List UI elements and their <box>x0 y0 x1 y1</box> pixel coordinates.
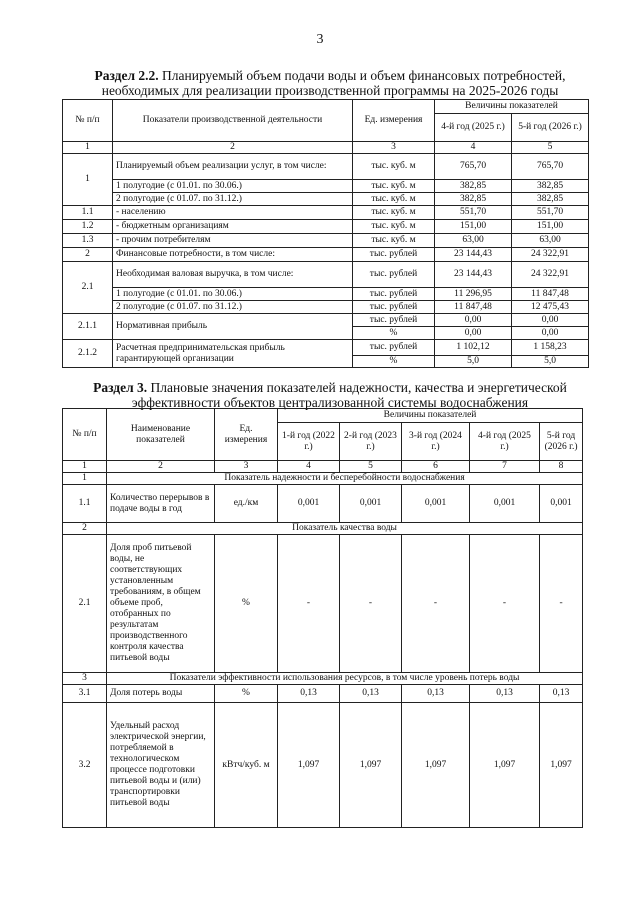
section-2-2-label: Раздел 2.2. <box>94 68 159 83</box>
row-value: 11 296,95 <box>435 288 512 301</box>
row-value: 63,00 <box>512 234 589 248</box>
row-value: 23 144,43 <box>435 262 512 288</box>
row-value: 0,001 <box>402 485 470 523</box>
row-unit: ед./км <box>215 485 278 523</box>
row-unit: тыс. куб. м <box>353 193 435 206</box>
row-name: Необходимая валовая выручка, в том числе: <box>113 262 353 288</box>
row-value: 5,0 <box>435 356 512 368</box>
row-unit: тыс. куб. м <box>353 234 435 248</box>
header-year2: 2-й год (2023 г.) <box>340 423 402 461</box>
row-unit: тыс. рублей <box>353 262 435 288</box>
colnum: 2 <box>113 142 353 154</box>
row-value: 0,13 <box>470 685 540 703</box>
row-value: 23 144,43 <box>435 248 512 262</box>
row-name: Доля проб питьевой воды, не соответствующих установленным требованиям, в общем объеме проб, отобранных по результатам производственного контроля качества питьевой воды <box>107 535 215 673</box>
row-value: 0,00 <box>435 314 512 327</box>
row-value: 0,13 <box>278 685 340 703</box>
colnum: 4 <box>278 461 340 473</box>
row-name: Удельный расход электрической энергии, потребляемой в технологическом процессе подготовки питьевой воды и (или) транспортировки питьевой воды <box>107 703 215 828</box>
section-3-label: Раздел 3. <box>93 380 148 395</box>
row-unit: тыс. куб. м <box>353 220 435 234</box>
row-value: 0,001 <box>540 485 583 523</box>
row-name: 1 полугодие (с 01.01. по 30.06.) <box>113 180 353 193</box>
header-year4: 4-й год (2025 г.) <box>470 423 540 461</box>
header-values-group: Величины показателей <box>435 100 589 114</box>
row-num: 2.1 <box>63 535 107 673</box>
row-unit: % <box>353 356 435 368</box>
row-value: - <box>278 535 340 673</box>
row-num: 2.1 <box>63 262 113 314</box>
group-title: Показатели эффективности использования ресурсов, в том числе уровень потерь воды <box>107 673 583 685</box>
group-num: 1 <box>63 473 107 485</box>
row-name: Количество перерывов в подаче воды в год <box>107 485 215 523</box>
row-value: - <box>402 535 470 673</box>
group-num: 2 <box>63 523 107 535</box>
row-value: 551,70 <box>512 206 589 220</box>
row-value: 151,00 <box>435 220 512 234</box>
row-unit: тыс. куб. м <box>353 154 435 180</box>
header-year1: 1-й год (2022 г.) <box>278 423 340 461</box>
row-value: 1,097 <box>278 703 340 828</box>
colnum: 6 <box>402 461 470 473</box>
row-value: 765,70 <box>512 154 589 180</box>
colnum: 5 <box>340 461 402 473</box>
row-value: 1,097 <box>340 703 402 828</box>
row-value: 1,097 <box>470 703 540 828</box>
colnum: 4 <box>435 142 512 154</box>
group-title: Показатель надежности и бесперебойности водоснабжения <box>107 473 583 485</box>
header-values-group: Величины показателей <box>278 409 583 423</box>
row-name: 2 полугодие (с 01.07. по 31.12.) <box>113 193 353 206</box>
row-num: 3.1 <box>63 685 107 703</box>
row-name: Финансовые потребности, в том числе: <box>113 248 353 262</box>
row-name: Нормативная прибыль <box>113 314 353 340</box>
header-year3: 3-й год (2024 г.) <box>402 423 470 461</box>
row-unit: тыс. куб. м <box>353 180 435 193</box>
row-name: - бюджетным организациям <box>113 220 353 234</box>
row-num: 1.2 <box>63 220 113 234</box>
row-unit: кВтч/куб. м <box>215 703 278 828</box>
row-num: 2 <box>63 248 113 262</box>
header-unit: Ед. измерения <box>215 409 278 461</box>
header-name: Наименование показателей <box>107 409 215 461</box>
colnum: 7 <box>470 461 540 473</box>
row-value: - <box>540 535 583 673</box>
row-name: - населению <box>113 206 353 220</box>
row-value: 0,001 <box>340 485 402 523</box>
row-value: 0,13 <box>340 685 402 703</box>
colnum: 2 <box>107 461 215 473</box>
colnum: 3 <box>353 142 435 154</box>
section-3-table <box>62 408 583 828</box>
row-value: 0,00 <box>435 327 512 340</box>
row-value: 0,001 <box>278 485 340 523</box>
row-value: 5,0 <box>512 356 589 368</box>
row-unit: % <box>215 535 278 673</box>
row-value: 1 102,12 <box>435 340 512 356</box>
row-value: 1,097 <box>402 703 470 828</box>
row-num: 1 <box>63 154 113 206</box>
header-num: № п/п <box>63 100 113 142</box>
row-value: 382,85 <box>435 180 512 193</box>
page-number: 3 <box>316 32 324 47</box>
section-3-title-line2: эффективности объектов централизованной системы водоснабжения <box>131 395 529 410</box>
header-year5: 5-й год (2026 г.) <box>512 114 589 142</box>
row-unit: % <box>353 327 435 340</box>
row-value: 151,00 <box>512 220 589 234</box>
row-value: 0,00 <box>512 314 589 327</box>
row-value: 11 847,48 <box>435 301 512 314</box>
row-name: - прочим потребителям <box>113 234 353 248</box>
row-value: 1 158,23 <box>512 340 589 356</box>
row-value: 382,85 <box>512 193 589 206</box>
row-value: 11 847,48 <box>512 288 589 301</box>
row-value: 0,00 <box>512 327 589 340</box>
group-title: Показатель качества воды <box>107 523 583 535</box>
section-2-2-heading <box>60 68 600 98</box>
row-value: 382,85 <box>512 180 589 193</box>
header-indicator: Показатели производственной деятельности <box>113 100 353 142</box>
row-value: 0,13 <box>540 685 583 703</box>
row-value: 382,85 <box>435 193 512 206</box>
row-unit: тыс. рублей <box>353 340 435 356</box>
section-2-2-title-line1: Планируемый объем подачи воды и объем финансовых потребностей, <box>162 68 566 83</box>
row-unit: тыс. куб. м <box>353 206 435 220</box>
row-value: 24 322,91 <box>512 262 589 288</box>
row-name: Планируемый объем реализации услуг, в том числе: <box>113 154 353 180</box>
row-value: 63,00 <box>435 234 512 248</box>
row-name: Расчетная предпринимательская прибыль гарантирующей организации <box>113 340 353 368</box>
row-unit: тыс. рублей <box>353 301 435 314</box>
row-name: 1 полугодие (с 01.01. по 30.06.) <box>113 288 353 301</box>
row-unit: % <box>215 685 278 703</box>
section-3-title-line1: Плановые значения показателей надежности, качества и энергетической <box>150 380 567 395</box>
row-num: 3.2 <box>63 703 107 828</box>
row-value: 551,70 <box>435 206 512 220</box>
row-value: - <box>470 535 540 673</box>
row-unit: тыс. рублей <box>353 288 435 301</box>
row-num: 1.1 <box>63 485 107 523</box>
row-name: 2 полугодие (с 01.07. по 31.12.) <box>113 301 353 314</box>
section-2-2-title-line2: необходимых для реализации производственной программы на 2025-2026 годы <box>101 83 559 98</box>
section-2-2-table <box>62 99 589 368</box>
row-value: 1,097 <box>540 703 583 828</box>
header-unit: Ед. измерения <box>353 100 435 142</box>
colnum: 1 <box>63 142 113 154</box>
row-num: 1.1 <box>63 206 113 220</box>
row-num: 1.3 <box>63 234 113 248</box>
colnum: 8 <box>540 461 583 473</box>
row-value: 24 322,91 <box>512 248 589 262</box>
header-num: № п/п <box>63 409 107 461</box>
header-year5: 5-й год (2026 г.) <box>540 423 583 461</box>
row-value: - <box>340 535 402 673</box>
group-num: 3 <box>63 673 107 685</box>
row-value: 765,70 <box>435 154 512 180</box>
row-unit: тыс. рублей <box>353 314 435 327</box>
header-year4: 4-й год (2025 г.) <box>435 114 512 142</box>
row-value: 0,001 <box>470 485 540 523</box>
row-value: 12 475,43 <box>512 301 589 314</box>
section-3-heading <box>60 380 600 410</box>
colnum: 5 <box>512 142 589 154</box>
colnum: 1 <box>63 461 107 473</box>
row-name: Доля потерь воды <box>107 685 215 703</box>
row-value: 0,13 <box>402 685 470 703</box>
colnum: 3 <box>215 461 278 473</box>
row-unit: тыс. рублей <box>353 248 435 262</box>
row-num: 2.1.2 <box>63 340 113 368</box>
row-num: 2.1.1 <box>63 314 113 340</box>
